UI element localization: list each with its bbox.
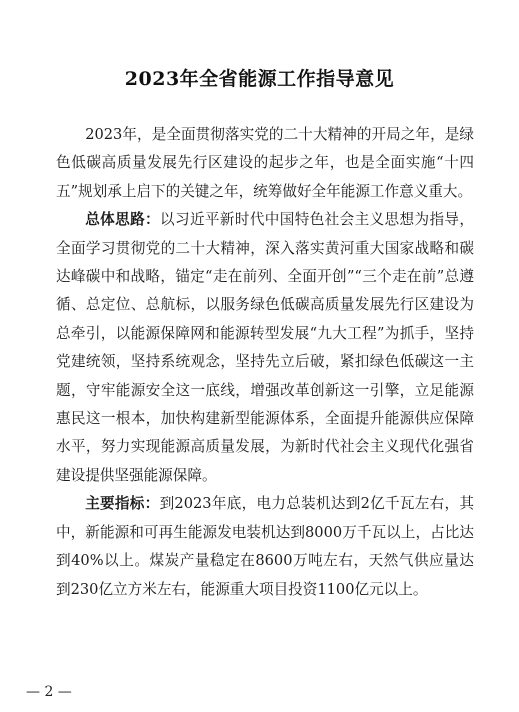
paragraph-main-indicators-text: 到2023年底，电力总装机达到2亿千瓦左右，其中，新能源和可再生能源发电装机达到8000万千瓦以上，占比达到40%以上。煤炭产量稳定在8600万吨左右，天然气供应量达到230亿立方米左右，能源重大项目投资1100亿元以上。 [56,495,474,598]
page-number: — 2 — [26,684,72,700]
document-body [56,121,474,604]
paragraph-overall-approach-text: 以习近平新时代中国特色社会主义思想为指导，全面学习贯彻党的二十大精神，深入落实黄河重大国家战略和碳达峰碳中和战略，锚定“走在前列、全面开创”“三个走在前”总遵循、总定位、总航标，以服务绿色低碳高质量发展先行区建设为总牵引，以能源保障网和能源转型发展“九大工程”为抓手，坚持党建统领，坚持系统观念，坚持先立后破，紧扣绿色低碳这一主题，守牢能源安全这一底线，增强改革创新这一引擎，立足能源惠民这一根本，加快构建新型能源体系，全面提升能源供应保障水平，努力实现能源高质量发展，为新时代社会主义现代化强省建设提供坚强能源保障。 [56,211,474,484]
paragraph-overall-approach-lead: 总体思路： [85,211,161,229]
document-title: 2023年全省能源工作指导意见 [124,68,395,90]
paragraph-intro [56,121,474,206]
paragraph-intro-text: 2023年，是全面贯彻落实党的二十大精神的开局之年，是绿色低碳高质量发展先行区建设的起步之年，也是全面实施“十四五”规划承上启下的关键之年，统筹做好全年能源工作意义重大。 [56,126,474,200]
paragraph-overall-approach [56,206,474,490]
paragraph-main-indicators [56,490,474,604]
paragraph-main-indicators-lead: 主要指标： [85,495,160,513]
